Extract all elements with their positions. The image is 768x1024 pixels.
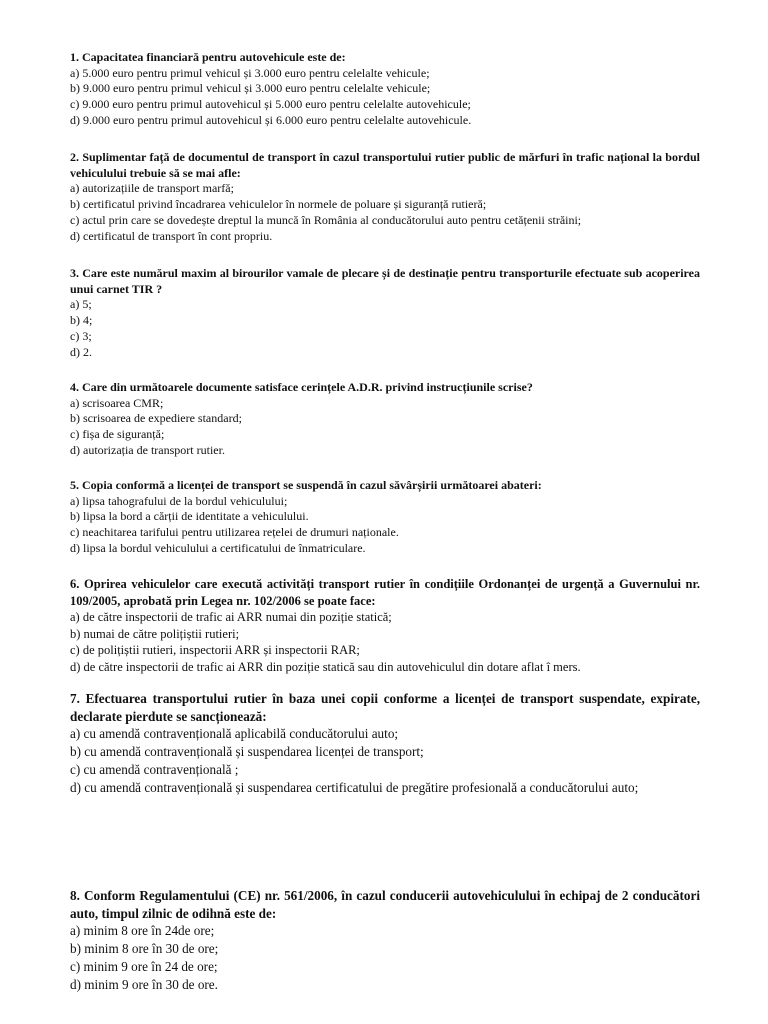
answer-option-b: b) numai de către polițiștii rutieri; [70,626,240,641]
question-title: 4. Care din următoarele documente satisface cerințele A.D.R. privind instrucțiunile scrise? [70,380,533,394]
question-title: 2. Suplimentar față de documentul de transport în cazul transportului rutier public de mărfuri în trafic național la bordul vehiculului trebuie să se mai afle: [70,150,700,180]
answer-option-a: a) de către inspectorii de trafic ai ARR numai din poziție statică; [70,610,392,624]
answer-option-c: c) 3; [70,328,92,343]
question-1 [70,50,700,129]
question-title: 5. Copia conformă a licenței de transport se suspendă în cazul săvârșirii următoarei abateri: [70,478,542,492]
answer-option-d: d) lipsa la bordul vehiculului a certificatului de înmatriculare. [70,540,366,555]
answer-option-c: c) neachitarea tarifului pentru utilizarea rețelei de drumuri naționale. [70,525,399,540]
question-3 [70,266,700,360]
question-5 [70,478,700,557]
answer-option-b: b) cu amendă contravențională și suspendarea licenței de transport; [70,744,424,760]
answer-option-a: a) scrisoarea CMR; [70,395,164,410]
question-title: 6. Oprirea vehiculelor care execută activități transport rutier în condițiile Ordonanței de urgență a Guvernului nr. 109/2005, aprobată prin Legea nr. 102/2006 se poate face: [70,577,700,608]
answer-option-d: d) autorizația de transport rutier. [70,442,225,457]
question-title: 3. Care este numărul maxim al birourilor vamale de plecare și de destinație pentru transporturile efectuate sub acoperirea unui carnet TIR ? [70,266,700,296]
question-7 [70,690,700,796]
question-title: 7. Efectuarea transportului rutier în baza unei copii conforme a licenței de transport suspendate, expirate, declarate pierdute se sancționează: [70,691,700,724]
question-4 [70,380,700,459]
question-2 [70,150,700,244]
answer-option-c: c) minim 9 ore în 24 de ore; [70,958,218,974]
answer-option-b: b) 4; [70,313,93,328]
answer-option-a: a) 5; [70,297,92,312]
answer-option-d: d) cu amendă contravențională și suspendarea certificatului de pregătire profesională a conducătorului auto; [70,779,639,795]
answer-option-d: d) 2. [70,344,92,359]
answer-option-b: b) certificatul privind încadrarea vehiculelor în normele de poluare și siguranță rutieră; [70,197,487,212]
answer-option-b: b) minim 8 ore în 30 de ore; [70,941,219,957]
answer-option-d: d) de către inspectorii de trafic ai ARR din poziție statică sau din autovehiculul din dotare aflat î mers. [70,659,581,674]
answer-option-a: a) cu amendă contravențională aplicabilă conducătorului auto; [70,726,399,742]
answer-option-c: c) de polițiștii rutieri, inspectorii ARR și inspectorii RAR; [70,643,360,657]
question-6 [70,576,700,675]
answer-option-a: a) minim 8 ore în 24de ore; [70,923,215,939]
answer-option-a: a) lipsa tahografului de la bordul vehiculului; [70,493,288,508]
question-title: 8. Conform Regulamentului (CE) nr. 561/2006, în cazul conducerii autovehiculului în echipaj de 2 conducători auto, timpul zilnic de odihnă este de: [70,888,700,921]
answer-option-d: d) 9.000 euro pentru primul autovehicul și 6.000 euro pentru celelalte autovehicule. [70,112,472,127]
answer-option-d: d) minim 9 ore în 30 de ore. [70,976,218,992]
answer-option-b: b) lipsa la bord a cărții de identitate a vehiculului. [70,509,309,524]
answer-option-b: b) scrisoarea de expediere standard; [70,411,242,426]
question-8 [70,887,700,993]
answer-option-c: c) actul prin care se dovedește dreptul la muncă în România al conducătorului auto pentru cetățenii străini; [70,212,582,227]
answer-option-d: d) certificatul de transport în cont propriu. [70,228,273,243]
answer-option-a: a) 5.000 euro pentru primul vehicul și 3.000 euro pentru celelalte vehicule; [70,65,430,80]
answer-option-a: a) autorizațiile de transport marfă; [70,181,234,196]
question-title: 1. Capacitatea financiară pentru autovehicule este de: [70,50,346,64]
answer-option-c: c) cu amendă contravențională ; [70,761,239,777]
answer-option-c: c) fișa de siguranță; [70,427,165,442]
answer-option-b: b) 9.000 euro pentru primul vehicul și 3.000 euro pentru celelalte vehicule; [70,81,431,96]
answer-option-c: c) 9.000 euro pentru primul autovehicul și 5.000 euro pentru celelalte autovehicule; [70,97,471,112]
